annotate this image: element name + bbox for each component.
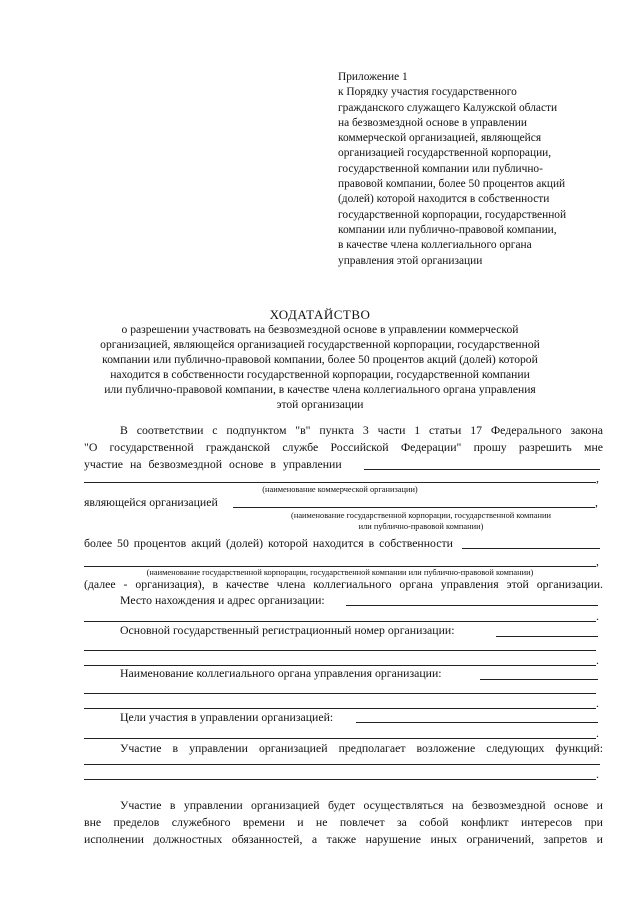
subtitle-line: находится в собственности государственной корпорации, государственной компании xyxy=(110,368,530,382)
paragraph-line: Участие в управлении организацией будет осуществляться на безвозмездной основе и xyxy=(120,798,603,812)
subtitle-line: компании или публично-правовой компании, более 50 процентов акций (долей) которой xyxy=(102,353,538,367)
dot: . xyxy=(596,726,599,740)
hint-owner: (наименование государственной корпорации, государственной компании или публично-правовой компании) xyxy=(146,568,534,577)
goals-field[interactable] xyxy=(356,722,598,723)
hint-company: (наименование коммерческой организации) xyxy=(262,485,418,494)
appendix-note xyxy=(338,70,618,269)
subtitle-line: этой организации xyxy=(276,398,364,412)
location-field[interactable] xyxy=(346,605,598,606)
subtitle-line: о разрешении участвовать на безвозмездной основе в управлении коммерческой xyxy=(121,323,519,336)
appendix-line: в качестве члена коллегиального органа xyxy=(338,239,532,252)
paragraph-line: "О государственной гражданской службе Российской Федерации" прошу разрешить мне xyxy=(84,440,603,454)
board-name-field-cont[interactable] xyxy=(84,693,596,694)
owner-field[interactable] xyxy=(462,548,600,549)
appendix-line: государственной компании или публично- xyxy=(338,162,543,175)
appendix-line: организацией государственной корпорации, xyxy=(338,147,552,160)
comma: , xyxy=(596,554,599,568)
label-board-name: Наименование коллегиального органа управления организации: xyxy=(120,666,442,680)
appendix-line: государственной корпорации, государственной xyxy=(338,208,567,221)
paragraph-line: В соответствии с подпунктом "в" пункта 3 части 1 статьи 17 Федерального закона xyxy=(120,423,603,437)
label-location: Место нахождения и адрес организации: xyxy=(120,593,325,607)
hint-corporation: (наименование государственной корпорации, государственной компании xyxy=(291,511,551,520)
board-name-field[interactable] xyxy=(480,679,598,680)
appendix-line: к Порядку участия государственного xyxy=(338,86,517,99)
corporation-name-field[interactable] xyxy=(233,507,595,508)
dot: . xyxy=(596,767,599,781)
appendix-line: гражданского служащего Калужской области xyxy=(338,101,558,114)
dot: . xyxy=(596,696,599,710)
subtitle-line: или публично-правовой компании, в качестве члена коллегиального органа управления xyxy=(104,383,536,397)
subtitle-line: организацией, являющейся организацией государственной корпорации, государственной xyxy=(100,338,540,352)
hint-corporation: или публично-правовой компании) xyxy=(358,522,484,531)
appendix-line: коммерческой организацией, являющейся xyxy=(338,132,542,145)
comma: , xyxy=(596,471,599,485)
company-name-field[interactable] xyxy=(364,469,600,470)
appendix-line: Приложение 1 xyxy=(338,71,408,83)
appendix-line: компании или публично-правовой компании, xyxy=(338,223,557,236)
dot: . xyxy=(596,609,599,623)
appendix-line: правовой компании, более 50 процентов акций xyxy=(338,178,566,191)
document-title: ХОДАТАЙСТВО xyxy=(269,307,371,322)
appendix-line: на безвозмездной основе в управлении xyxy=(338,116,527,129)
dot: . xyxy=(596,653,599,667)
appendix-line: (долей) которой находится в собственности xyxy=(338,193,550,206)
paragraph-line: более 50 процентов акций (долей) которой находится в собственности xyxy=(84,536,453,550)
paragraph-line: участие на безвозмездной основе в управлении xyxy=(84,457,342,471)
paragraph-line: вне пределов служебного времени и не повлечет за собой конфликт интересов при xyxy=(84,815,603,829)
label-functions: Участие в управлении организацией предполагает возложение следующих функций: xyxy=(120,741,603,755)
document-subtitle xyxy=(90,322,550,413)
paragraph-line: исполнении должностных обязанностей, а также нарушение иных ограничений, запретов и xyxy=(84,832,603,846)
appendix-line: управления этой организации xyxy=(338,254,483,267)
label-ogrn: Основной государственный регистрационный номер организации: xyxy=(120,623,455,637)
functions-field[interactable] xyxy=(84,764,600,765)
functions-field-cont[interactable] xyxy=(84,779,596,780)
ogrn-field-cont[interactable] xyxy=(84,650,596,651)
label-goals: Цели участия в управлении организацией: xyxy=(120,710,334,724)
comma: , xyxy=(595,495,598,509)
goals-field-cont[interactable] xyxy=(84,738,596,739)
company-name-field-cont[interactable] xyxy=(84,482,596,483)
paragraph-line: являющейся организацией xyxy=(84,495,218,509)
ogrn-field[interactable] xyxy=(496,636,598,637)
paragraph-line: (далее - организация), в качестве члена коллегиального органа управления этой организации. xyxy=(84,577,603,591)
